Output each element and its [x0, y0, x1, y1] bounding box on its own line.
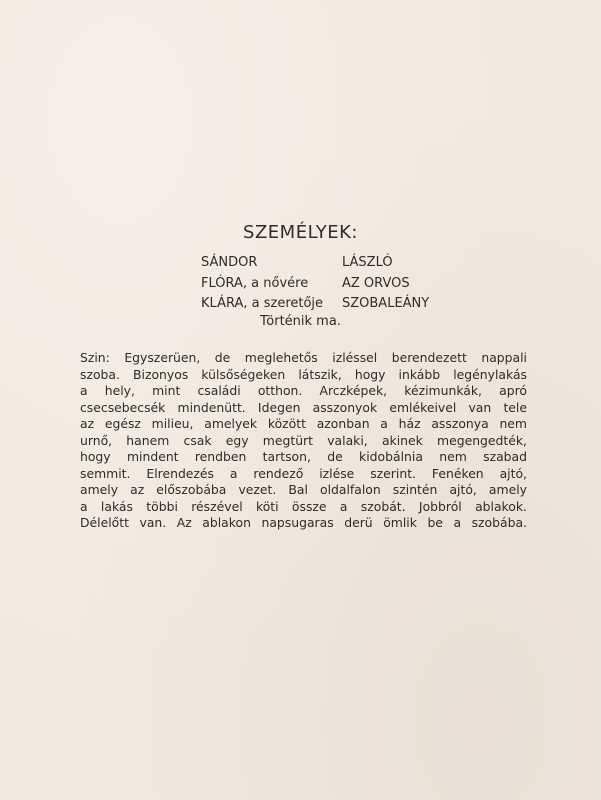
cast-member: AZ ORVOS [342, 275, 410, 291]
cast-member: KLÁRA, a szeretője [201, 296, 324, 311]
cast-member: SZOBALEÁNY [342, 296, 430, 311]
description-line: szoba. Bizonyos külsőségeken látszik, hogy inkább legénylakás [80, 366, 527, 382]
description-line: az egész milieu, amelyek között azonban a ház asszonya nem [80, 416, 527, 431]
cast-member: LÁSZLÓ [342, 255, 393, 270]
description-line: urnő, hanem csak egy megtürt valaki, akinek megengedték, [80, 432, 527, 448]
setting-time: Történik ma. [260, 314, 341, 329]
cast-member: SÁNDOR [201, 255, 258, 270]
scene-description [80, 350, 527, 532]
cast-list-right [342, 253, 429, 315]
description-line: Délelőtt van. Az ablakon napsugaras derü ömlik be a szobába. [80, 515, 527, 530]
description-line: Szin: Egyszerüen, de meglehetős izléssel berendezett nappali [80, 350, 527, 365]
description-line: a lakás többi részével köti össze a szobát. Jobbról ablakok. [80, 498, 527, 514]
description-line: hogy mindent rendben tartson, de kidobálnia nem szabad [80, 449, 527, 464]
description-line: a hely, mint családi otthon. Arczképek, kézimunkák, apró [80, 383, 527, 398]
cast-heading: SZEMÉLYEK: [243, 222, 358, 243]
cast-list-left [201, 253, 323, 315]
description-line: amely az előszobába vezet. Bal oldalfalon szintén ajtó, amely [80, 482, 527, 497]
description-line: csecsebecsék mindenütt. Idegen asszonyok emlékeivel van tele [80, 399, 527, 415]
description-line: semmit. Elrendezés a rendező izlése szerint. Fenéken ajtó, [80, 465, 527, 481]
cast-member: FLÓRA, a nővére [201, 275, 309, 291]
